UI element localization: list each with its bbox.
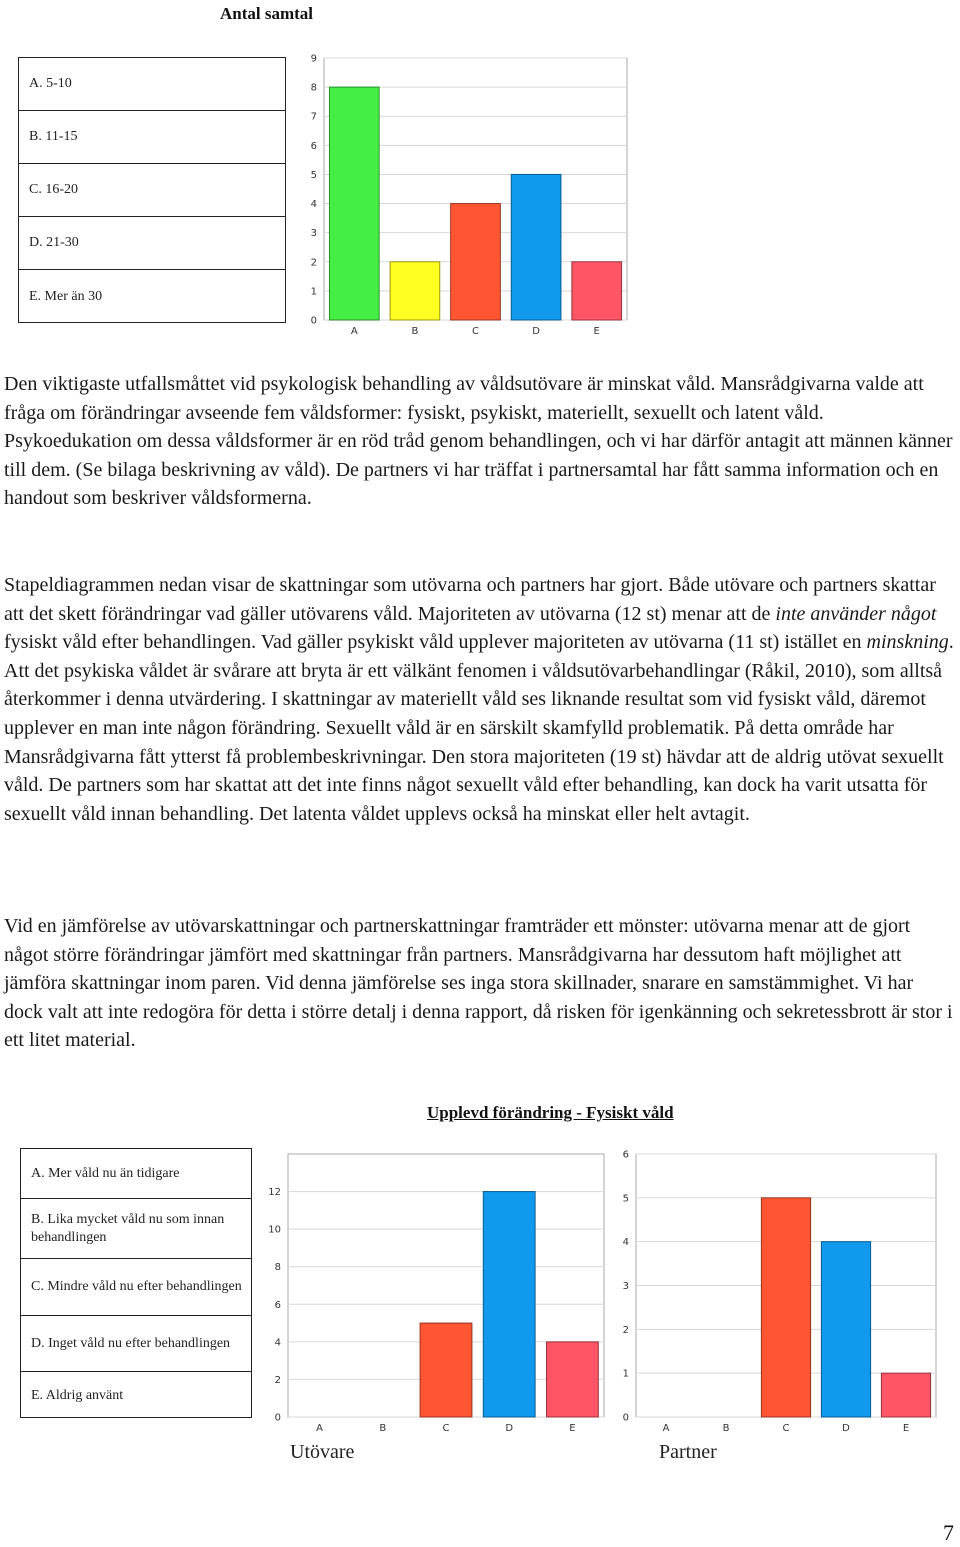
legend-item: C. Mindre våld nu efter behandlingen bbox=[21, 1259, 251, 1316]
paragraph-3 bbox=[4, 912, 956, 1055]
legend-item: D. Inget våld nu efter behandlingen bbox=[21, 1316, 251, 1372]
y-tick-label: 4 bbox=[274, 1337, 281, 1349]
y-tick-label: 2 bbox=[310, 257, 317, 269]
y-tick-label: 0 bbox=[274, 1412, 281, 1424]
bar-B bbox=[390, 262, 440, 320]
y-tick-label: 4 bbox=[310, 199, 317, 211]
bar-C bbox=[420, 1323, 472, 1417]
y-tick-label: 1 bbox=[310, 286, 317, 298]
bar-E bbox=[572, 262, 622, 320]
y-tick-label: 0 bbox=[622, 1412, 629, 1424]
y-tick-label: 10 bbox=[268, 1224, 281, 1236]
y-tick-label: 6 bbox=[622, 1149, 629, 1161]
legend-item: B. Lika mycket våld nu som innan behandlingen bbox=[21, 1199, 251, 1259]
page-number: 7 bbox=[943, 1520, 954, 1545]
fig1-chart bbox=[292, 50, 637, 345]
bar-D bbox=[483, 1192, 535, 1417]
y-tick-label: 8 bbox=[310, 82, 317, 94]
y-tick-label: 3 bbox=[310, 228, 317, 240]
legend-item: B. 11-15 bbox=[19, 111, 285, 164]
y-tick-label: 5 bbox=[310, 169, 317, 181]
y-tick-label: 7 bbox=[310, 111, 317, 123]
paragraph-2-emphasis-2: minskning bbox=[866, 631, 949, 654]
x-tick-label: C bbox=[442, 1423, 450, 1434]
legend-item: D. 21-30 bbox=[19, 217, 285, 270]
x-tick-label: B bbox=[379, 1423, 387, 1434]
x-tick-label: D bbox=[842, 1423, 850, 1434]
y-tick-label: 12 bbox=[268, 1187, 281, 1199]
y-tick-label: 2 bbox=[622, 1324, 629, 1336]
bar-E bbox=[881, 1373, 930, 1417]
bar-D bbox=[511, 174, 561, 320]
legend-item: E. Mer än 30 bbox=[29, 289, 103, 304]
fig2-chart-utovare bbox=[254, 1140, 614, 1440]
y-tick-label: 4 bbox=[622, 1237, 629, 1249]
bar-D bbox=[821, 1242, 870, 1417]
x-tick-label: D bbox=[532, 326, 540, 337]
x-tick-label: C bbox=[782, 1423, 790, 1434]
y-tick-label: 5 bbox=[622, 1193, 629, 1205]
y-tick-label: 9 bbox=[310, 53, 317, 65]
legend-item: C. 16-20 bbox=[19, 164, 285, 217]
x-tick-label: B bbox=[722, 1423, 730, 1434]
y-tick-label: 1 bbox=[622, 1368, 629, 1380]
fig1-title: Antal samtal bbox=[220, 4, 314, 23]
legend-item: A. Mer våld nu än tidigare bbox=[21, 1149, 251, 1199]
bar-E bbox=[546, 1342, 598, 1417]
paragraph-1-text: Den viktigaste utfallsmåttet vid psykologisk behandling av våldsutövare är minskat våld. Mansrådgivarna valde att fråga om förändringar avseende fem våldsformer: fysiskt, psykiskt, materiellt, sexuellt och latent våld. Psykoedukation om dessa våldsformer är en röd tråd genom behandlingen, och vi har därför antagit att männen känner till dem. (Se bilaga beskrivning av våld). De partners vi har träffat i partnersamtal har fått samma information och en handout som beskriver våldsformerna. bbox=[4, 373, 953, 510]
x-tick-label: D bbox=[505, 1423, 514, 1434]
fig2-chart-partner bbox=[612, 1140, 948, 1440]
fig1-legend bbox=[18, 57, 286, 323]
legend-item: E. Aldrig använt bbox=[31, 1387, 124, 1403]
paragraph-2-part-b: fysiskt våld efter behandlingen. Vad gäller psykiskt våld upplever majoriteten av utövarna (11 st) istället en bbox=[4, 631, 867, 654]
x-tick-label: E bbox=[902, 1423, 910, 1434]
y-tick-label: 6 bbox=[310, 140, 317, 152]
x-tick-label: C bbox=[472, 326, 479, 337]
x-tick-label: B bbox=[411, 326, 419, 337]
x-tick-label: A bbox=[316, 1423, 324, 1434]
fig2-title: Upplevd förändring - Fysiskt våld bbox=[427, 1103, 674, 1122]
paragraph-2-part-c: . Att det psykiska våldet är svårare att bryta är ett välkänt fenomen i våldsutövarbehandlingar (Råkil, 2010), som alltså återkommer i denna utvärdering. I skattningar av materiellt våld ses liknande resultat som vid fysiskt våld, däremot upplever en man inte någon förändring. Sexuellt våld är en särskilt skamfylld problematik. På detta område har Mansrådgivarna fått ytterst få problembeskrivningar. Den stora majoriteten (19 st) hävdar att de aldrig utövat sexuellt våld. De partners som har skattat att det inte finns något sexuellt våld efter behandling, kan dock ha varit utsatta för sexuellt våld innan behandling. Det latenta våldet upplevs också ha minskat eller helt avtagit. bbox=[4, 631, 954, 825]
paragraph-2-part-a: Stapeldiagrammen nedan visar de skattningar som utövarna och partners har gjort. Både utövare och partners skattar att det skett förändringar vad gäller utövarens våld. Majoriteten av utövarna (12 st) menar att de bbox=[4, 574, 936, 625]
x-tick-label: A bbox=[662, 1423, 670, 1434]
y-tick-label: 3 bbox=[622, 1281, 629, 1292]
y-tick-label: 8 bbox=[274, 1262, 281, 1274]
caption-utovare: Utövare bbox=[290, 1441, 355, 1463]
paragraph-2-text bbox=[4, 571, 956, 828]
paragraph-1 bbox=[4, 370, 956, 513]
paragraph-3-text: Vid en jämförelse av utövarskattningar och partnerskattningar framträder ett mönster: utövarna menar att de gjort något större förändringar jämfört med skattningar från partners. Mansrådgivarna har dessutom haft möjlighet att jämföra skattningar inom paren. Vid denna jämförelse ses inga stora skillnader, snarare en samstämmighet. Vi har dock valt att inte redogöra för detta i större detalj i denna rapport, då risken för igenkänning och sekretessbrott är stor i ett litet material. bbox=[4, 915, 953, 1052]
x-tick-label: A bbox=[350, 326, 358, 337]
bar-C bbox=[761, 1198, 810, 1417]
bar-A bbox=[329, 87, 379, 320]
paragraph-2 bbox=[4, 571, 956, 828]
caption-partner: Partner bbox=[659, 1441, 717, 1463]
y-tick-label: 0 bbox=[310, 315, 317, 327]
y-tick-label: 2 bbox=[274, 1374, 281, 1386]
x-tick-label: E bbox=[569, 1423, 576, 1434]
x-tick-label: E bbox=[593, 326, 600, 337]
legend-item: A. 5-10 bbox=[19, 58, 285, 111]
fig2-legend bbox=[20, 1148, 252, 1418]
paragraph-2-emphasis-1: inte använder något bbox=[775, 602, 937, 625]
bar-C bbox=[451, 204, 501, 320]
y-tick-label: 6 bbox=[274, 1299, 281, 1311]
